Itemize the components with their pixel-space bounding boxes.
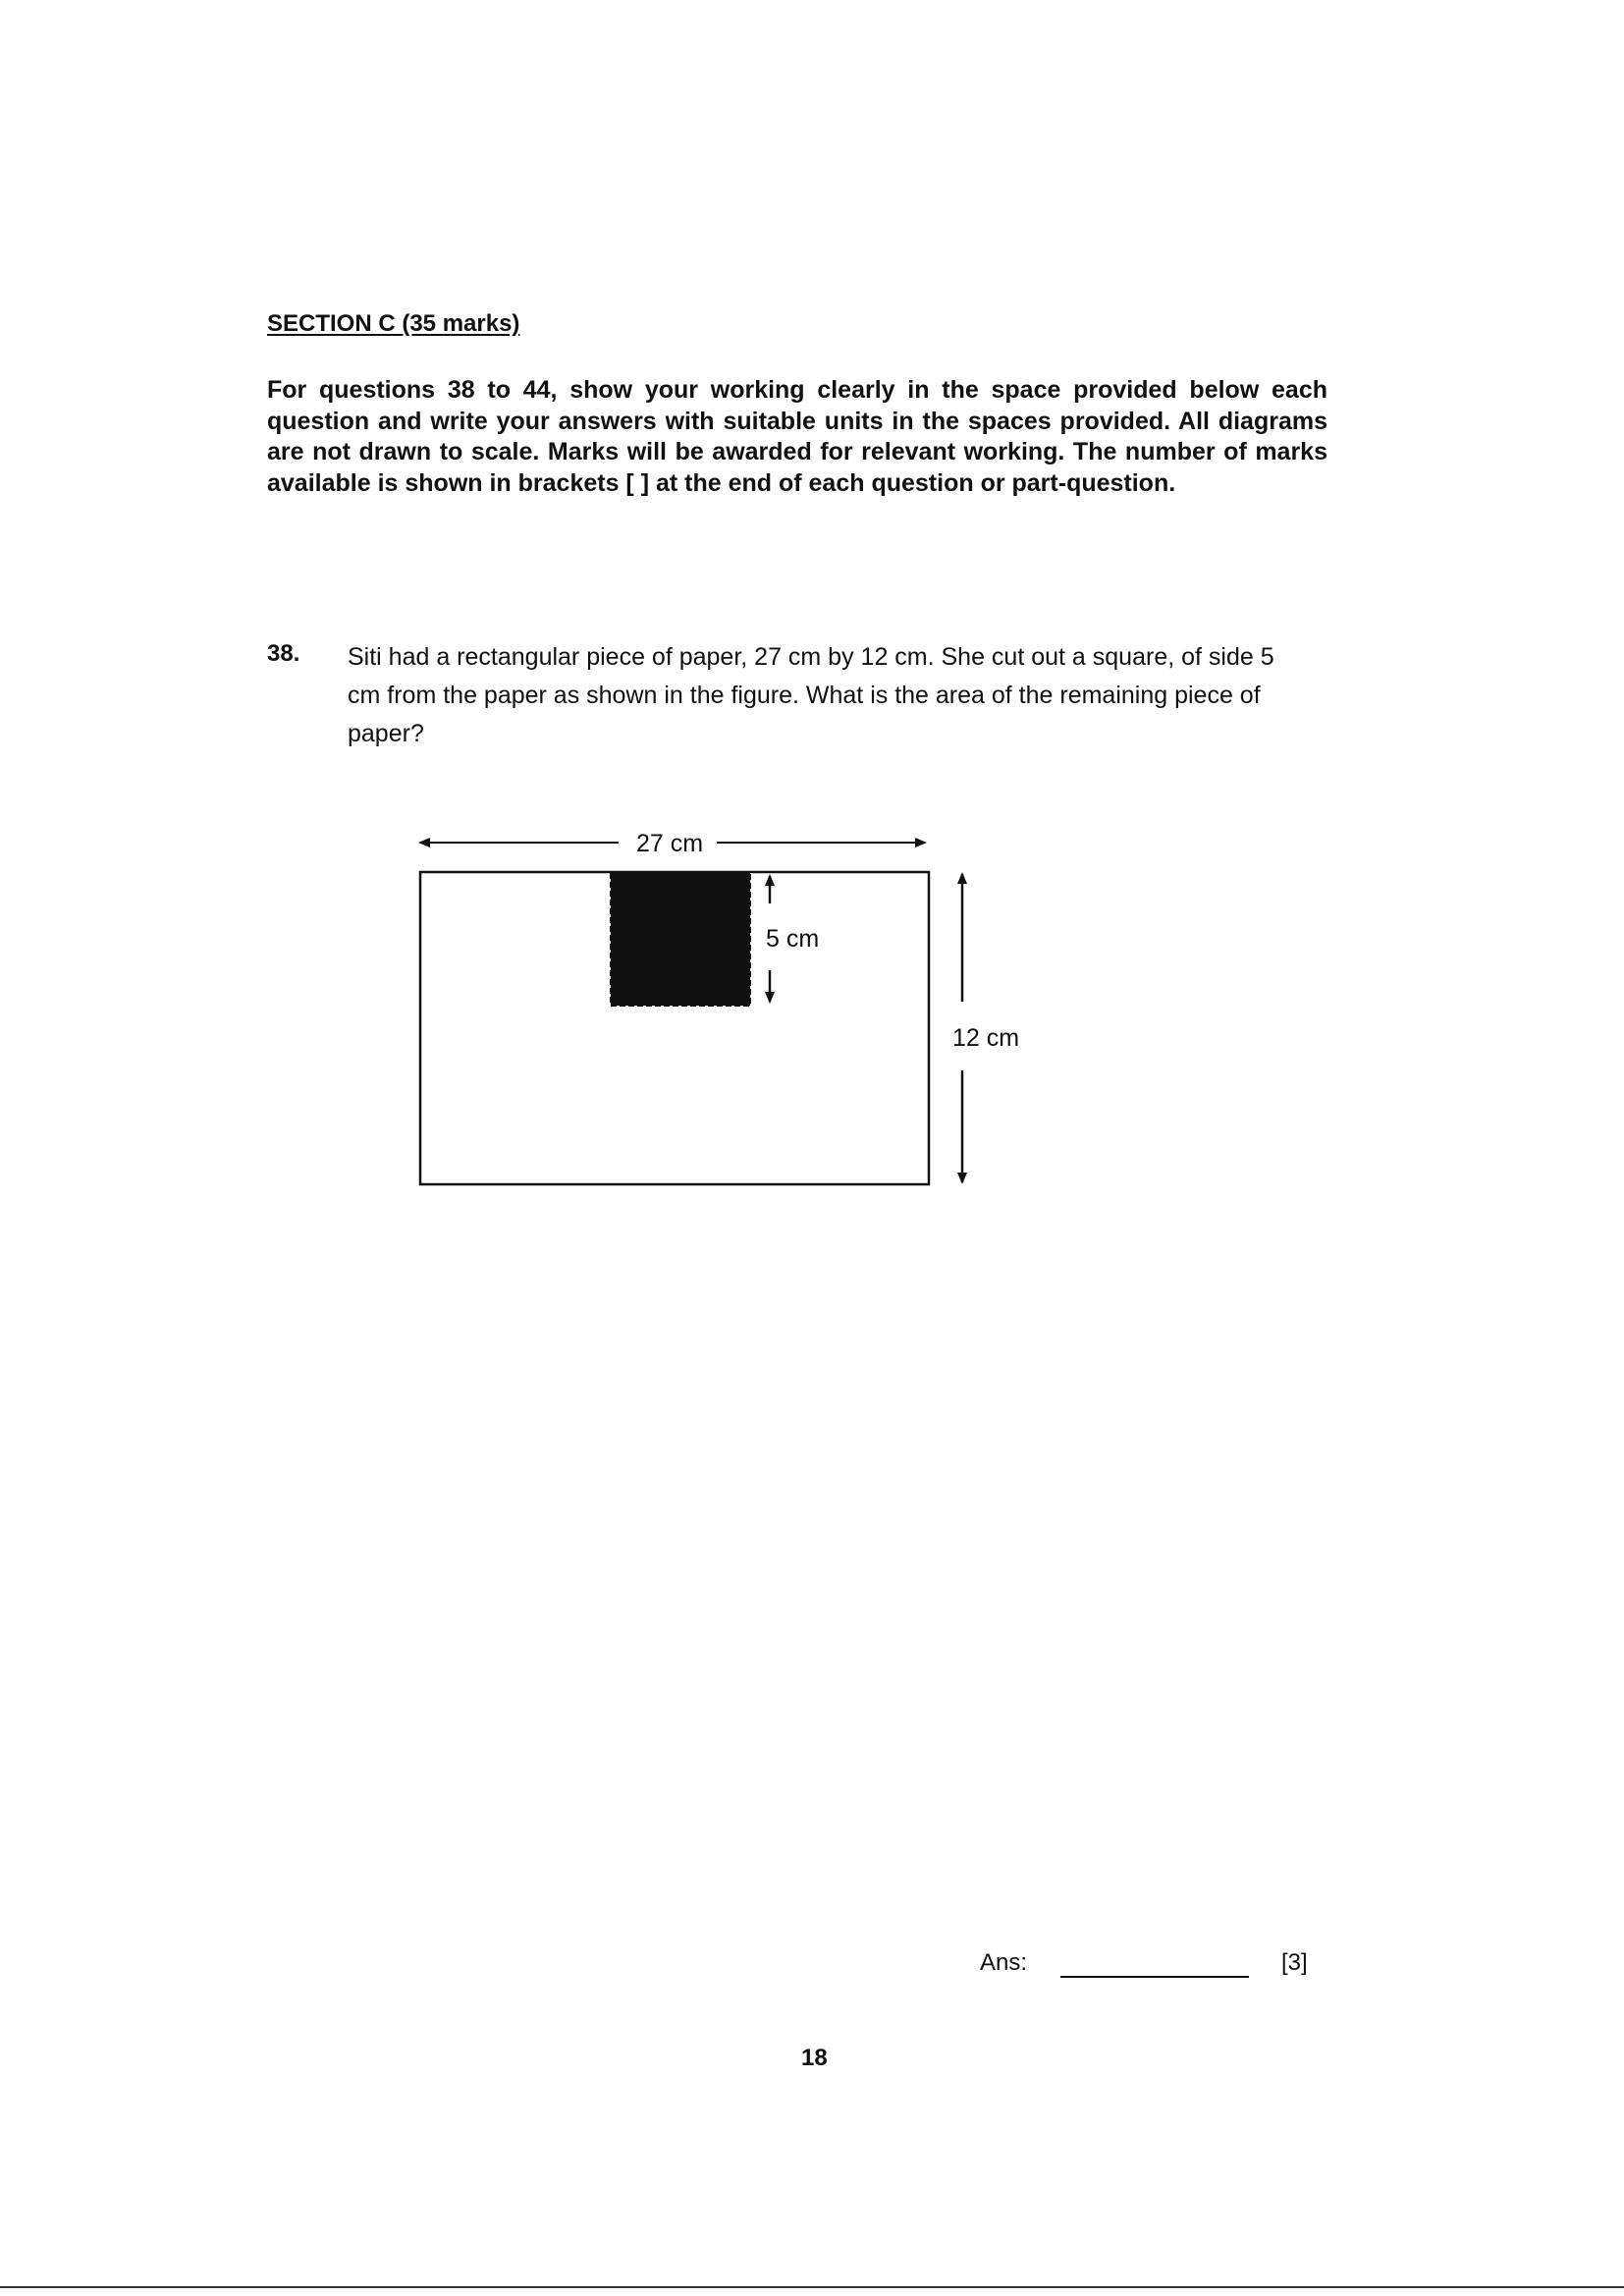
answer-blank[interactable] — [1060, 1976, 1249, 1978]
question-number: 38. — [267, 640, 300, 667]
section-instructions: For questions 38 to 44, show your working clearly in the space provided below each question and write your answers with suitable units in the spaces provided. All diagrams are not drawn to scale. Marks will be awarded for relevant working. The number of marks available is shown in brackets [ ] at the end of each question or part-question. — [267, 376, 1327, 497]
section-heading: SECTION C (35 marks) — [267, 310, 520, 337]
cut-square — [611, 872, 750, 1006]
rectangle-figure — [393, 805, 1080, 1228]
answer-label: Ans: — [980, 1949, 1028, 1976]
question-text: Siti had a rectangular piece of paper, 27 cm by 12 cm. She cut out a square, of side 5 cm from the paper as shown in the figure. What is the area of the remaining piece of paper? — [348, 643, 1274, 747]
square-side-label: 5 cm — [766, 925, 820, 953]
marks-indicator: [3] — [1281, 1949, 1308, 1976]
height-label: 12 cm — [952, 1024, 1020, 1052]
page-number: 18 — [801, 2045, 828, 2071]
bottom-rule — [0, 2286, 1624, 2288]
width-label: 27 cm — [635, 830, 704, 857]
